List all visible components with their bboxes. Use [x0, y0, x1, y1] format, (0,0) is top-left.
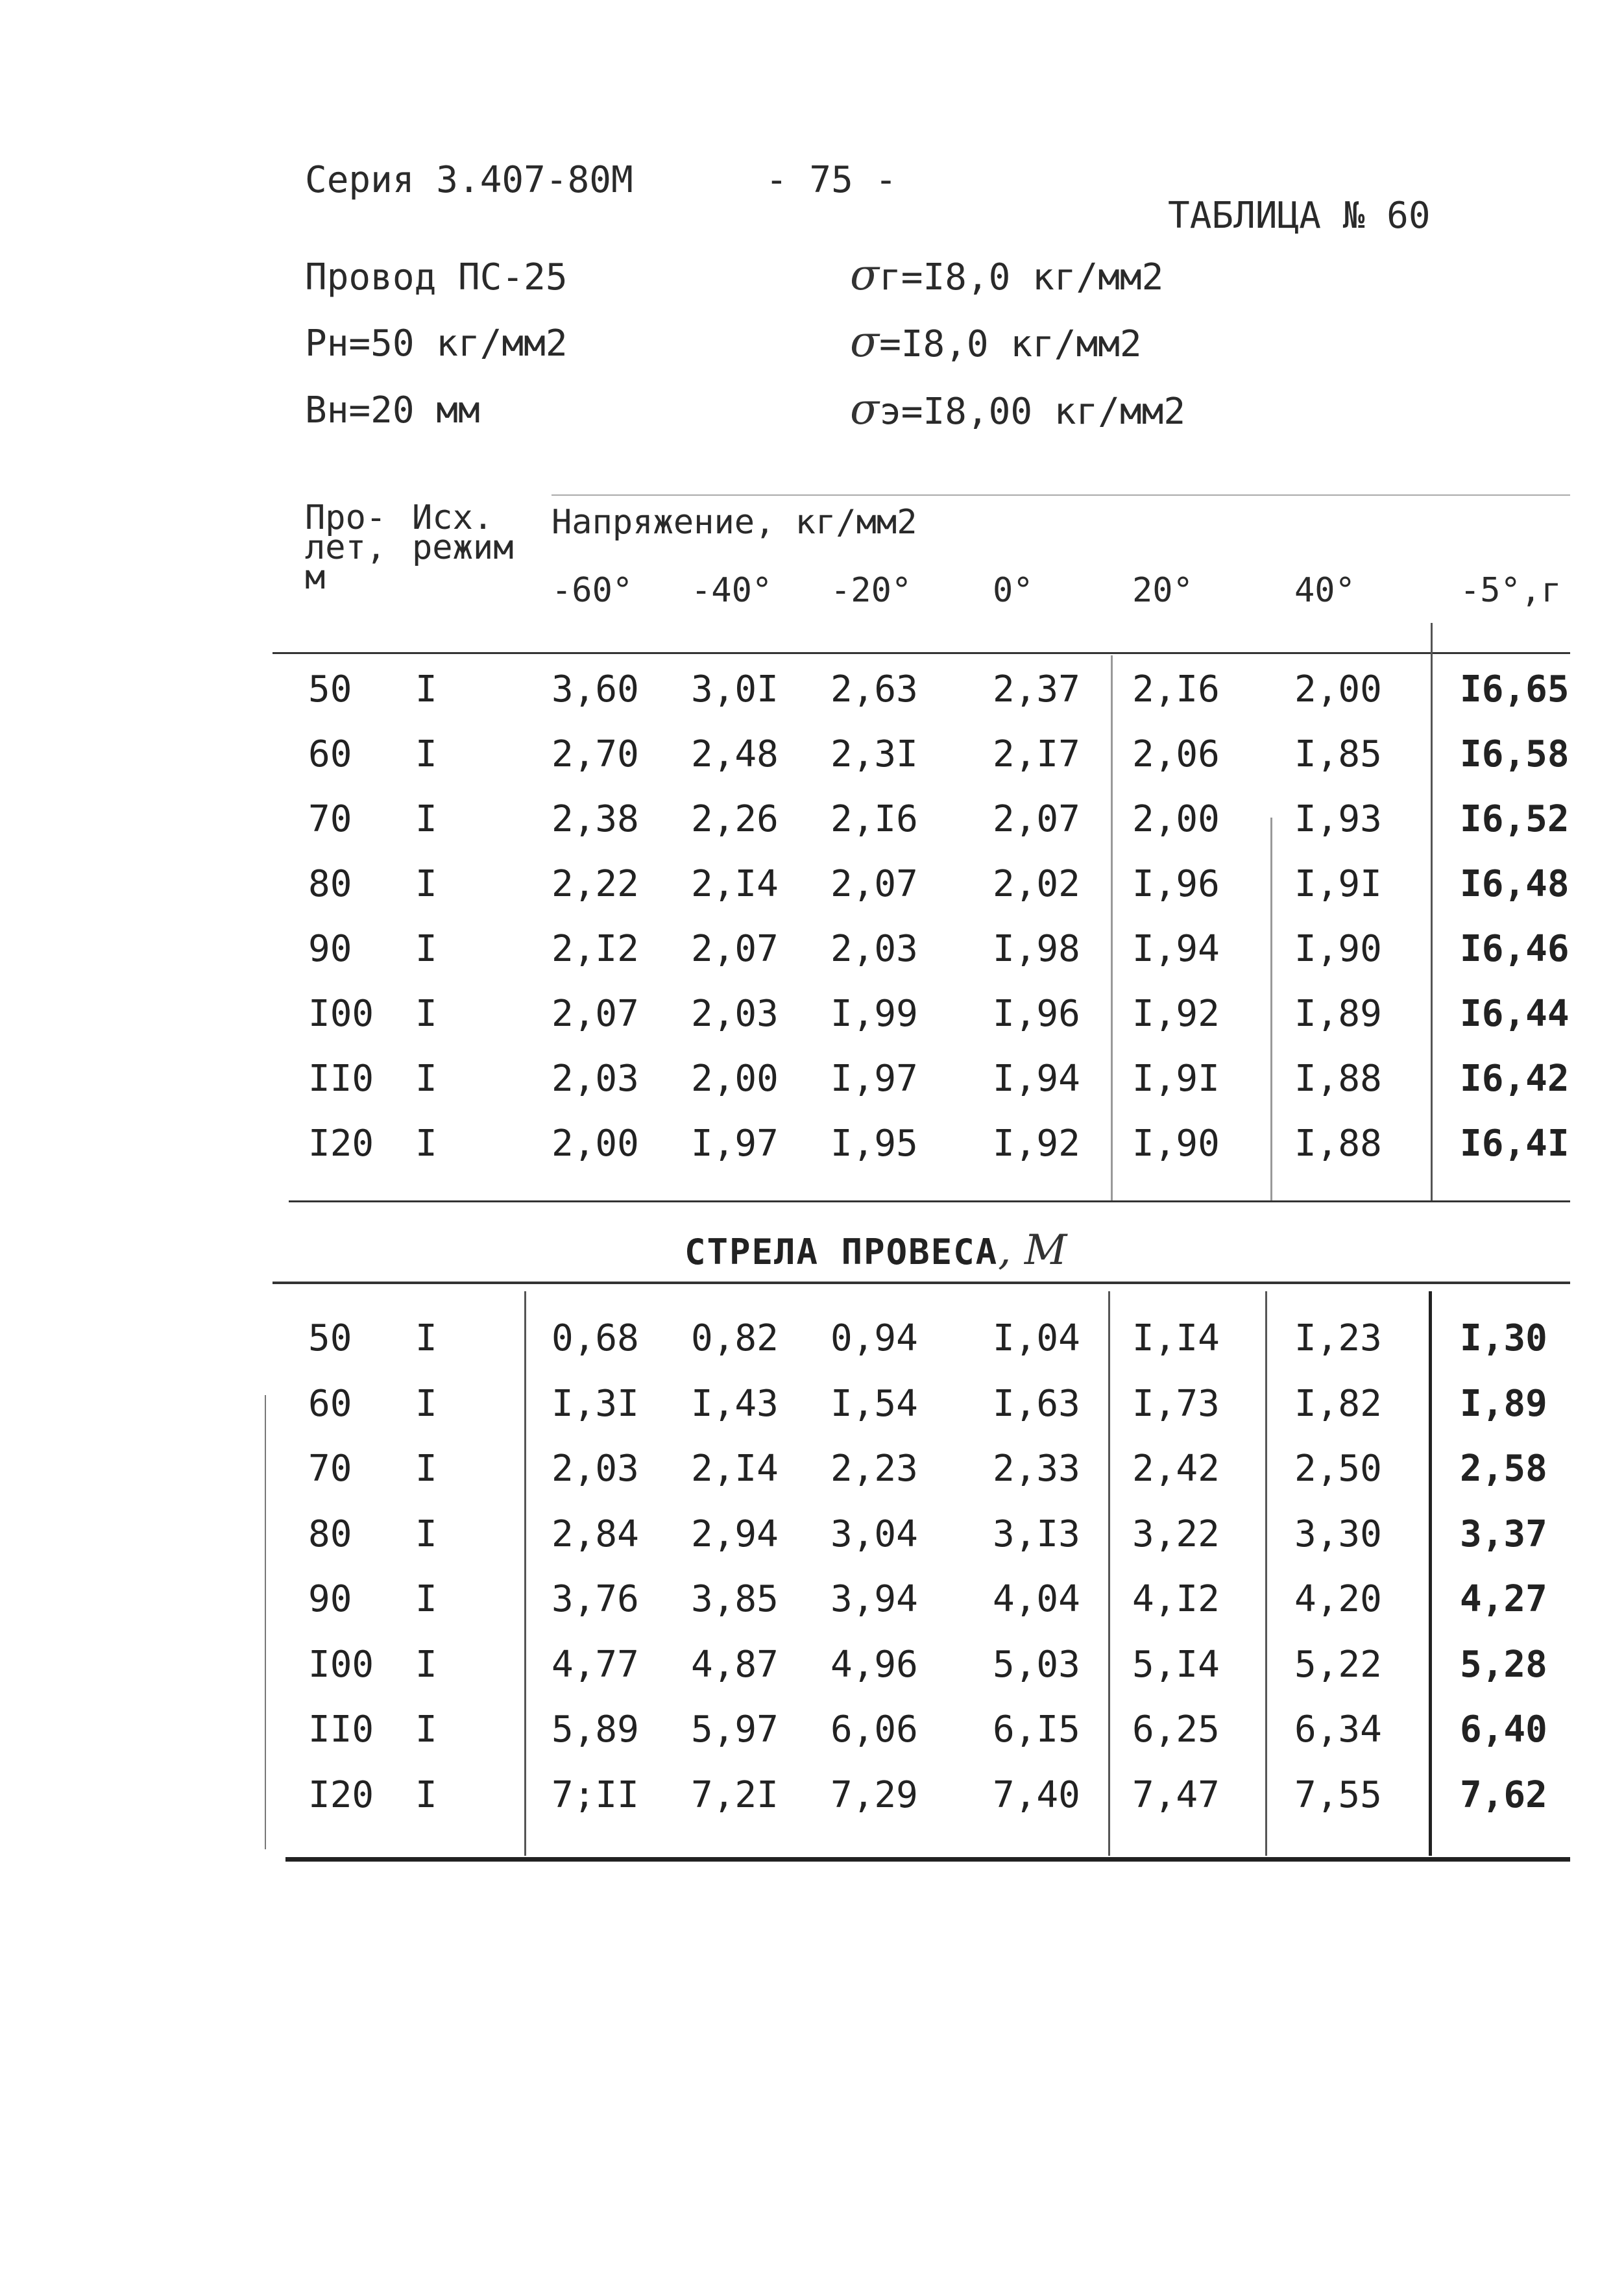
stress-value-cell: 3,0I	[691, 668, 779, 711]
stress-title: Напряжение, кг/мм2	[551, 503, 917, 542]
sag-mode-cell: I	[415, 1773, 437, 1816]
stress-value-cell: 2,00	[1294, 668, 1382, 711]
stress-bottom-rule	[289, 1200, 1570, 1202]
sag-span-cell: 50	[308, 1317, 352, 1359]
sag-value-cell: 5,03	[993, 1643, 1080, 1686]
temp-header-6: 40°	[1294, 571, 1355, 610]
stress-value-cell: I6,58	[1460, 733, 1569, 775]
stress-value-cell: 2,00	[551, 1123, 639, 1165]
sag-value-cell: 6,34	[1294, 1708, 1382, 1751]
sigma-symbol: σ	[850, 384, 880, 434]
stress-value-cell: I,97	[830, 1058, 918, 1100]
sag-value-cell: 4,27	[1460, 1578, 1547, 1620]
temp-header-3: -20°	[830, 571, 912, 610]
sag-value-cell: 5,97	[691, 1708, 779, 1751]
stress-value-cell: 2,07	[830, 863, 918, 905]
stress-value-cell: 3,60	[551, 668, 639, 711]
stress-value-cell: 2,07	[691, 928, 779, 970]
stress-value-cell: 2,I6	[830, 798, 918, 840]
stress-value-cell: I,88	[1294, 1123, 1382, 1165]
header-top-rule	[551, 494, 1570, 496]
stress-value-cell: I,96	[1132, 863, 1220, 905]
param-bn: Bн=20 мм	[305, 389, 480, 432]
col-span-header: Про- лет, м	[305, 498, 387, 597]
header-bottom-rule	[273, 652, 1570, 654]
stress-span-cell: 90	[308, 928, 352, 970]
sag-value-cell: 3,76	[551, 1578, 639, 1620]
sag-unit: , М	[998, 1226, 1067, 1274]
sag-value-cell: 7,62	[1460, 1773, 1547, 1816]
sag-value-cell: I,54	[830, 1382, 918, 1425]
stress-value-cell: I6,44	[1460, 993, 1569, 1035]
sag-value-cell: 3,94	[830, 1578, 918, 1620]
sag-value-cell: 2,33	[993, 1448, 1080, 1490]
stress-value-cell: I,94	[1132, 928, 1220, 970]
stress-value-cell: 2,I2	[551, 928, 639, 970]
stress-value-cell: I,99	[830, 993, 918, 1035]
sag-value-cell: 4,77	[551, 1643, 639, 1686]
page-number: - 75 -	[766, 159, 897, 201]
sag-value-cell: 4,87	[691, 1643, 779, 1686]
sag-span-cell: 90	[308, 1578, 352, 1620]
sag-mode-cell: I	[415, 1448, 437, 1490]
stress-value-cell: 2,I4	[691, 863, 779, 905]
sag-value-cell: 3,85	[691, 1578, 779, 1620]
sag-span-cell: II0	[308, 1708, 374, 1751]
sag-mode-cell: I	[415, 1317, 437, 1359]
sag-value-cell: I,73	[1132, 1382, 1220, 1425]
stress-value-cell: I,9I	[1132, 1058, 1220, 1100]
stress-span-cell: 50	[308, 668, 352, 711]
sag-value-cell: 3,30	[1294, 1513, 1382, 1555]
stress-value-cell: 2,03	[551, 1058, 639, 1100]
sag-value-cell: 2,42	[1132, 1448, 1220, 1490]
stress-span-cell: 80	[308, 863, 352, 905]
sag-value-cell: 0,68	[551, 1317, 639, 1359]
table-bottom-rule	[285, 1857, 1570, 1862]
sag-value-cell: 2,50	[1294, 1448, 1382, 1490]
sag-span-cell: 70	[308, 1448, 352, 1490]
stress-value-cell: 2,37	[993, 668, 1080, 711]
col-mode-header: Исх. режим	[412, 498, 514, 567]
sag-value-cell: I,43	[691, 1382, 779, 1425]
sag-value-cell: I,89	[1460, 1382, 1547, 1425]
stress-value-cell: I,85	[1294, 733, 1382, 775]
stress-value-cell: I,93	[1294, 798, 1382, 840]
stress-value-cell: I,92	[993, 1123, 1080, 1165]
stress-value-cell: 2,22	[551, 863, 639, 905]
stress-value-cell: 2,48	[691, 733, 779, 775]
sigma-symbol: σ	[850, 317, 880, 367]
sag-value-cell: 7,2I	[691, 1773, 779, 1816]
param-pn: Pн=50 кг/мм2	[305, 322, 568, 365]
stress-mode-cell: I	[415, 993, 437, 1035]
sag-value-cell: 2,94	[691, 1513, 779, 1555]
table-title: ТАБЛИЦА № 60	[1168, 195, 1431, 237]
param-sigma-e: σэ=I8,00 кг/мм2	[850, 384, 1186, 434]
sag-value-cell: 7,40	[993, 1773, 1080, 1816]
sag-value-cell: I,82	[1294, 1382, 1382, 1425]
sag-value-cell: 7,29	[830, 1773, 918, 1816]
stress-value-cell: I,89	[1294, 993, 1382, 1035]
sag-value-cell: 0,94	[830, 1317, 918, 1359]
sag-span-cell: 60	[308, 1382, 352, 1425]
temp-header-5: 20°	[1132, 571, 1193, 610]
sag-value-cell: 3,22	[1132, 1513, 1220, 1555]
sag-value-cell: 3,I3	[993, 1513, 1080, 1555]
sag-section-title: СТРЕЛА ПРОВЕСА, М	[685, 1226, 1067, 1274]
stress-value-cell: 2,3I	[830, 733, 918, 775]
sag-vline-1	[1108, 1291, 1110, 1856]
stress-value-cell: 2,38	[551, 798, 639, 840]
sag-vline-0	[524, 1291, 526, 1856]
sag-value-cell: 4,04	[993, 1578, 1080, 1620]
stress-span-cell: I00	[308, 993, 374, 1035]
sag-value-cell: 4,I2	[1132, 1578, 1220, 1620]
stress-value-cell: I6,42	[1460, 1058, 1569, 1100]
sag-value-cell: I,30	[1460, 1317, 1547, 1359]
sag-value-cell: 3,04	[830, 1513, 918, 1555]
sag-value-cell: 2,I4	[691, 1448, 779, 1490]
stress-value-cell: I,96	[993, 993, 1080, 1035]
sag-mode-cell: I	[415, 1382, 437, 1425]
sag-mode-cell: I	[415, 1578, 437, 1620]
sag-value-cell: I,I4	[1132, 1317, 1220, 1359]
sag-value-cell: 4,20	[1294, 1578, 1382, 1620]
sag-value-cell: 5,28	[1460, 1643, 1547, 1686]
param-wire: Провод ПС-25	[305, 256, 568, 298]
stress-mode-cell: I	[415, 1123, 437, 1165]
stress-value-cell: I,88	[1294, 1058, 1382, 1100]
sag-value-cell: 2,23	[830, 1448, 918, 1490]
stress-span-cell: II0	[308, 1058, 374, 1100]
stress-value-cell: I,94	[993, 1058, 1080, 1100]
sag-value-cell: 2,84	[551, 1513, 639, 1555]
sag-value-cell: 5,89	[551, 1708, 639, 1751]
sag-value-cell: 2,03	[551, 1448, 639, 1490]
sag-value-cell: 6,25	[1132, 1708, 1220, 1751]
stress-value-cell: I,95	[830, 1123, 918, 1165]
sag-value-cell: 6,40	[1460, 1708, 1547, 1751]
stress-value-cell: 2,06	[1132, 733, 1220, 775]
stress-value-cell: I6,48	[1460, 863, 1569, 905]
sag-value-cell: I,3I	[551, 1382, 639, 1425]
sigma-symbol: σ	[850, 250, 880, 300]
stress-value-cell: I,90	[1132, 1123, 1220, 1165]
stress-value-cell: 2,00	[691, 1058, 779, 1100]
stress-value-cell: I,98	[993, 928, 1080, 970]
sag-left-edge	[265, 1395, 266, 1849]
stress-mode-cell: I	[415, 863, 437, 905]
sag-value-cell: 6,06	[830, 1708, 918, 1751]
stress-value-cell: I,90	[1294, 928, 1382, 970]
sag-value-cell: 7;II	[551, 1773, 639, 1816]
param-sigma-min: σ=I8,0 кг/мм2	[850, 317, 1142, 367]
stress-value-cell: 2,07	[993, 798, 1080, 840]
sag-top-rule	[273, 1282, 1570, 1284]
stress-value-cell: I,92	[1132, 993, 1220, 1035]
stress-value-cell: 2,70	[551, 733, 639, 775]
stress-value-cell: 2,03	[691, 993, 779, 1035]
param-sigma-g: σг=I8,0 кг/мм2	[850, 250, 1164, 300]
temp-header-7: -5°,г	[1460, 571, 1562, 610]
stress-span-cell: 60	[308, 733, 352, 775]
stress-value-cell: 2,26	[691, 798, 779, 840]
sag-span-cell: I20	[308, 1773, 374, 1816]
stress-mode-cell: I	[415, 798, 437, 840]
stress-value-cell: I6,4I	[1460, 1123, 1569, 1165]
stress-vline-1	[1111, 655, 1113, 1200]
stress-value-cell: 2,I6	[1132, 668, 1220, 711]
sag-span-cell: I00	[308, 1643, 374, 1686]
sag-value-cell: I,63	[993, 1382, 1080, 1425]
sag-vline-3	[1429, 1291, 1432, 1856]
sag-span-cell: 80	[308, 1513, 352, 1555]
stress-span-cell: 70	[308, 798, 352, 840]
sag-value-cell: 3,37	[1460, 1513, 1547, 1555]
sag-value-cell: 5,22	[1294, 1643, 1382, 1686]
stress-value-cell: 2,07	[551, 993, 639, 1035]
sag-value-cell: I,04	[993, 1317, 1080, 1359]
stress-value-cell: I6,65	[1460, 668, 1569, 711]
sag-value-cell: 7,47	[1132, 1773, 1220, 1816]
sag-mode-cell: I	[415, 1513, 437, 1555]
temp-header-4: 0°	[993, 571, 1034, 610]
sag-mode-cell: I	[415, 1708, 437, 1751]
stress-mode-cell: I	[415, 733, 437, 775]
sag-mode-cell: I	[415, 1643, 437, 1686]
sag-vline-2	[1265, 1291, 1267, 1856]
sag-value-cell: 5,I4	[1132, 1643, 1220, 1686]
sag-value-cell: 7,55	[1294, 1773, 1382, 1816]
stress-mode-cell: I	[415, 668, 437, 711]
stress-value-cell: I6,52	[1460, 798, 1569, 840]
stress-value-cell: 2,02	[993, 863, 1080, 905]
stress-vline-3	[1431, 623, 1433, 1200]
stress-mode-cell: I	[415, 1058, 437, 1100]
stress-value-cell: I6,46	[1460, 928, 1569, 970]
temp-header-1: -60°	[551, 571, 633, 610]
stress-vline-2	[1270, 818, 1272, 1200]
stress-value-cell: 2,00	[1132, 798, 1220, 840]
stress-value-cell: 2,63	[830, 668, 918, 711]
stress-value-cell: 2,I7	[993, 733, 1080, 775]
sag-value-cell: 4,96	[830, 1643, 918, 1686]
series-label: Серия 3.407-80М	[305, 159, 633, 201]
stress-value-cell: 2,03	[830, 928, 918, 970]
temp-header-2: -40°	[691, 571, 773, 610]
sag-value-cell: 2,58	[1460, 1448, 1547, 1490]
stress-value-cell: I,97	[691, 1123, 779, 1165]
sag-value-cell: 0,82	[691, 1317, 779, 1359]
stress-span-cell: I20	[308, 1123, 374, 1165]
sag-value-cell: I,23	[1294, 1317, 1382, 1359]
stress-mode-cell: I	[415, 928, 437, 970]
stress-value-cell: I,9I	[1294, 863, 1382, 905]
sag-value-cell: 6,I5	[993, 1708, 1080, 1751]
